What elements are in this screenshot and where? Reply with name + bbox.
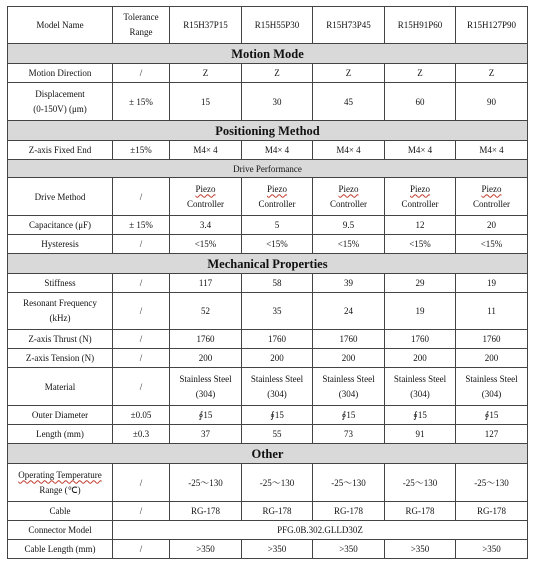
tolerance-cell: ±0.05 — [113, 406, 170, 425]
value-cell: M4× 4 — [313, 141, 385, 160]
row-label: Z-axis Thrust (N) — [8, 330, 113, 349]
value-line2: Controller — [473, 198, 510, 209]
model-header: R15H127P90 — [456, 7, 528, 44]
value-cell: 5 — [242, 216, 313, 235]
value-cell — [313, 178, 385, 216]
tolerance-cell: / — [113, 349, 170, 368]
row-hysteresis — [8, 235, 528, 254]
model-header: R15H55P30 — [242, 7, 313, 44]
value-line1: Piezo — [195, 183, 216, 194]
value-cell: 52 — [170, 293, 242, 330]
row-capacitance — [8, 216, 528, 235]
value-cell: Z — [456, 64, 528, 83]
value-cell: ∮15 — [242, 406, 313, 425]
value-cell: M4× 4 — [385, 141, 456, 160]
value-cell: ∮15 — [385, 406, 456, 425]
value-cell: M4× 4 — [242, 141, 313, 160]
row-label: Material — [8, 368, 113, 406]
model-header: R15H37P15 — [170, 7, 242, 44]
value-cell: >350 — [242, 540, 313, 559]
value-cell: 58 — [242, 274, 313, 293]
value-line1: Stainless Steel — [250, 373, 304, 384]
row-label — [8, 464, 113, 502]
row-connector-model — [8, 521, 528, 540]
value-cell — [242, 368, 313, 406]
tolerance-cell: / — [113, 540, 170, 559]
value-cell: ∮15 — [456, 406, 528, 425]
value-cell: 19 — [385, 293, 456, 330]
value-cell: 15 — [170, 83, 242, 121]
value-cell: 117 — [170, 274, 242, 293]
value-cell: <15% — [456, 235, 528, 254]
tolerance-cell: ± 15% — [113, 216, 170, 235]
value-cell: 29 — [385, 274, 456, 293]
value-cell: 91 — [385, 425, 456, 444]
value-cell: 20 — [456, 216, 528, 235]
value-cell: Z — [385, 64, 456, 83]
value-line1: Piezo — [338, 183, 359, 194]
value-cell: 1760 — [170, 330, 242, 349]
tolerance-cell: / — [113, 368, 170, 406]
tolerance-cell: ±0.3 — [113, 425, 170, 444]
tolerance-cell: ±15% — [113, 141, 170, 160]
row-z-axis-fixed-end — [8, 141, 528, 160]
row-label: Capacitance (μF) — [8, 216, 113, 235]
value-cell: -25～130 — [242, 464, 313, 502]
value-cell — [385, 178, 456, 216]
value-cell: 1760 — [242, 330, 313, 349]
value-cell: <15% — [170, 235, 242, 254]
section-title: Drive Performance — [8, 160, 528, 178]
value-cell: -25～130 — [313, 464, 385, 502]
value-line2: (304) — [338, 388, 359, 399]
row-label: Outer Diameter — [8, 406, 113, 425]
value-cell: 200 — [313, 349, 385, 368]
value-cell: ∮15 — [313, 406, 385, 425]
section-mechanical-properties — [8, 254, 528, 274]
header-row — [8, 7, 528, 44]
section-title: Motion Mode — [8, 44, 528, 64]
row-resonant-frequency — [8, 293, 528, 330]
section-title: Positioning Method — [8, 121, 528, 141]
section-title: Mechanical Properties — [8, 254, 528, 274]
tolerance-cell: / — [113, 330, 170, 349]
value-cell: RG-178 — [456, 502, 528, 521]
row-label: Motion Direction — [8, 64, 113, 83]
section-drive-performance — [8, 160, 528, 178]
value-cell: 1760 — [456, 330, 528, 349]
value-cell: 35 — [242, 293, 313, 330]
value-cell: 11 — [456, 293, 528, 330]
model-name-header: Model Name — [8, 7, 113, 44]
tolerance-cell: / — [113, 464, 170, 502]
row-label — [8, 83, 113, 121]
value-cell: 200 — [456, 349, 528, 368]
tolerance-cell: / — [113, 64, 170, 83]
value-line1: Stainless Steel — [179, 373, 232, 384]
value-line1: Piezo — [267, 183, 287, 194]
value-cell: 1760 — [385, 330, 456, 349]
row-z-axis-tension — [8, 349, 528, 368]
value-line1: Stainless Steel — [322, 373, 375, 384]
row-drive-method — [8, 178, 528, 216]
value-cell: RG-178 — [242, 502, 313, 521]
row-operating-temperature — [8, 464, 528, 502]
value-line2: (304) — [267, 388, 287, 399]
value-cell: >350 — [313, 540, 385, 559]
value-cell: Z — [242, 64, 313, 83]
value-cell: M4× 4 — [170, 141, 242, 160]
value-cell: M4× 4 — [456, 141, 528, 160]
value-line2: Controller — [187, 198, 224, 209]
spec-table — [7, 6, 528, 559]
value-line1: Stainless Steel — [465, 373, 518, 384]
tolerance-cell: / — [113, 502, 170, 521]
value-cell: Z — [170, 64, 242, 83]
value-cell: Z — [313, 64, 385, 83]
value-cell: 55 — [242, 425, 313, 444]
value-cell: 37 — [170, 425, 242, 444]
value-cell: 200 — [170, 349, 242, 368]
value-cell — [456, 178, 528, 216]
row-label: Hysteresis — [8, 235, 113, 254]
value-line1: Stainless Steel — [393, 373, 447, 384]
row-outer-diameter — [8, 406, 528, 425]
value-cell: >350 — [385, 540, 456, 559]
value-line2: Controller — [401, 198, 439, 209]
row-z-axis-thrust — [8, 330, 528, 349]
value-cell: ∮15 — [170, 406, 242, 425]
row-label-line1: Operating Temperature — [18, 469, 102, 480]
value-cell: >350 — [170, 540, 242, 559]
row-length — [8, 425, 528, 444]
value-line2: Controller — [330, 198, 367, 209]
row-label: Length (mm) — [8, 425, 113, 444]
row-label-line1: Displacement — [35, 88, 85, 99]
value-cell: RG-178 — [313, 502, 385, 521]
value-line2: (304) — [195, 388, 216, 399]
row-label: Drive Method — [8, 178, 113, 216]
value-cell: 1760 — [313, 330, 385, 349]
row-label-line2: Range (℃) — [39, 484, 81, 495]
section-motion-mode — [8, 44, 528, 64]
tolerance-cell: / — [113, 274, 170, 293]
tolerance-cell: / — [113, 178, 170, 216]
value-line2: Controller — [258, 198, 296, 209]
value-cell: 200 — [242, 349, 313, 368]
section-other — [8, 444, 528, 464]
value-cell: 200 — [385, 349, 456, 368]
value-cell: 30 — [242, 83, 313, 121]
value-cell — [313, 368, 385, 406]
value-cell: <15% — [313, 235, 385, 254]
value-line1: Piezo — [410, 183, 430, 194]
model-header: R15H91P60 — [385, 7, 456, 44]
value-cell: <15% — [242, 235, 313, 254]
tolerance-cell: ± 15% — [113, 83, 170, 121]
value-line2: (304) — [481, 388, 502, 399]
value-cell: RG-178 — [170, 502, 242, 521]
row-cable — [8, 502, 528, 521]
value-cell: 60 — [385, 83, 456, 121]
row-label: Cable — [8, 502, 113, 521]
tolerance-header-line2: Range — [129, 27, 153, 37]
value-cell: PFG.0B.302.GLLD30Z — [113, 521, 528, 540]
value-cell: -25～130 — [456, 464, 528, 502]
row-label-line2: (0-150V) (μm) — [33, 103, 87, 114]
value-cell: 12 — [385, 216, 456, 235]
section-positioning-method — [8, 121, 528, 141]
value-cell: <15% — [385, 235, 456, 254]
model-header: R15H73P45 — [313, 7, 385, 44]
value-cell — [456, 368, 528, 406]
row-label: Z-axis Tension (N) — [8, 349, 113, 368]
row-label — [8, 293, 113, 330]
value-cell: 24 — [313, 293, 385, 330]
row-label-line2: (kHz) — [49, 313, 71, 323]
value-cell: 45 — [313, 83, 385, 121]
tolerance-cell: / — [113, 235, 170, 254]
tolerance-header — [113, 7, 170, 44]
tolerance-header-line1: Tolerance — [123, 12, 159, 22]
row-material — [8, 368, 528, 406]
row-stiffness — [8, 274, 528, 293]
value-cell: 19 — [456, 274, 528, 293]
value-cell: 3.4 — [170, 216, 242, 235]
row-label: Stiffness — [8, 274, 113, 293]
row-label: Z-axis Fixed End — [8, 141, 113, 160]
row-label: Connector Model — [8, 521, 113, 540]
value-cell: 127 — [456, 425, 528, 444]
value-cell: 39 — [313, 274, 385, 293]
value-cell — [170, 178, 242, 216]
value-cell — [170, 368, 242, 406]
row-cable-length — [8, 540, 528, 559]
value-cell — [242, 178, 313, 216]
row-label-line1: Resonant Frequency — [23, 298, 97, 308]
value-cell: 73 — [313, 425, 385, 444]
row-displacement — [8, 83, 528, 121]
value-cell: >350 — [456, 540, 528, 559]
value-line2: (304) — [410, 388, 430, 399]
section-title: Other — [8, 444, 528, 464]
value-line1: Piezo — [481, 183, 502, 194]
value-cell: 9.5 — [313, 216, 385, 235]
row-motion-direction — [8, 64, 528, 83]
value-cell: RG-178 — [385, 502, 456, 521]
value-cell: -25～130 — [385, 464, 456, 502]
tolerance-cell: / — [113, 293, 170, 330]
value-cell: -25～130 — [170, 464, 242, 502]
row-label: Cable Length (mm) — [8, 540, 113, 559]
value-cell: 90 — [456, 83, 528, 121]
value-cell — [385, 368, 456, 406]
